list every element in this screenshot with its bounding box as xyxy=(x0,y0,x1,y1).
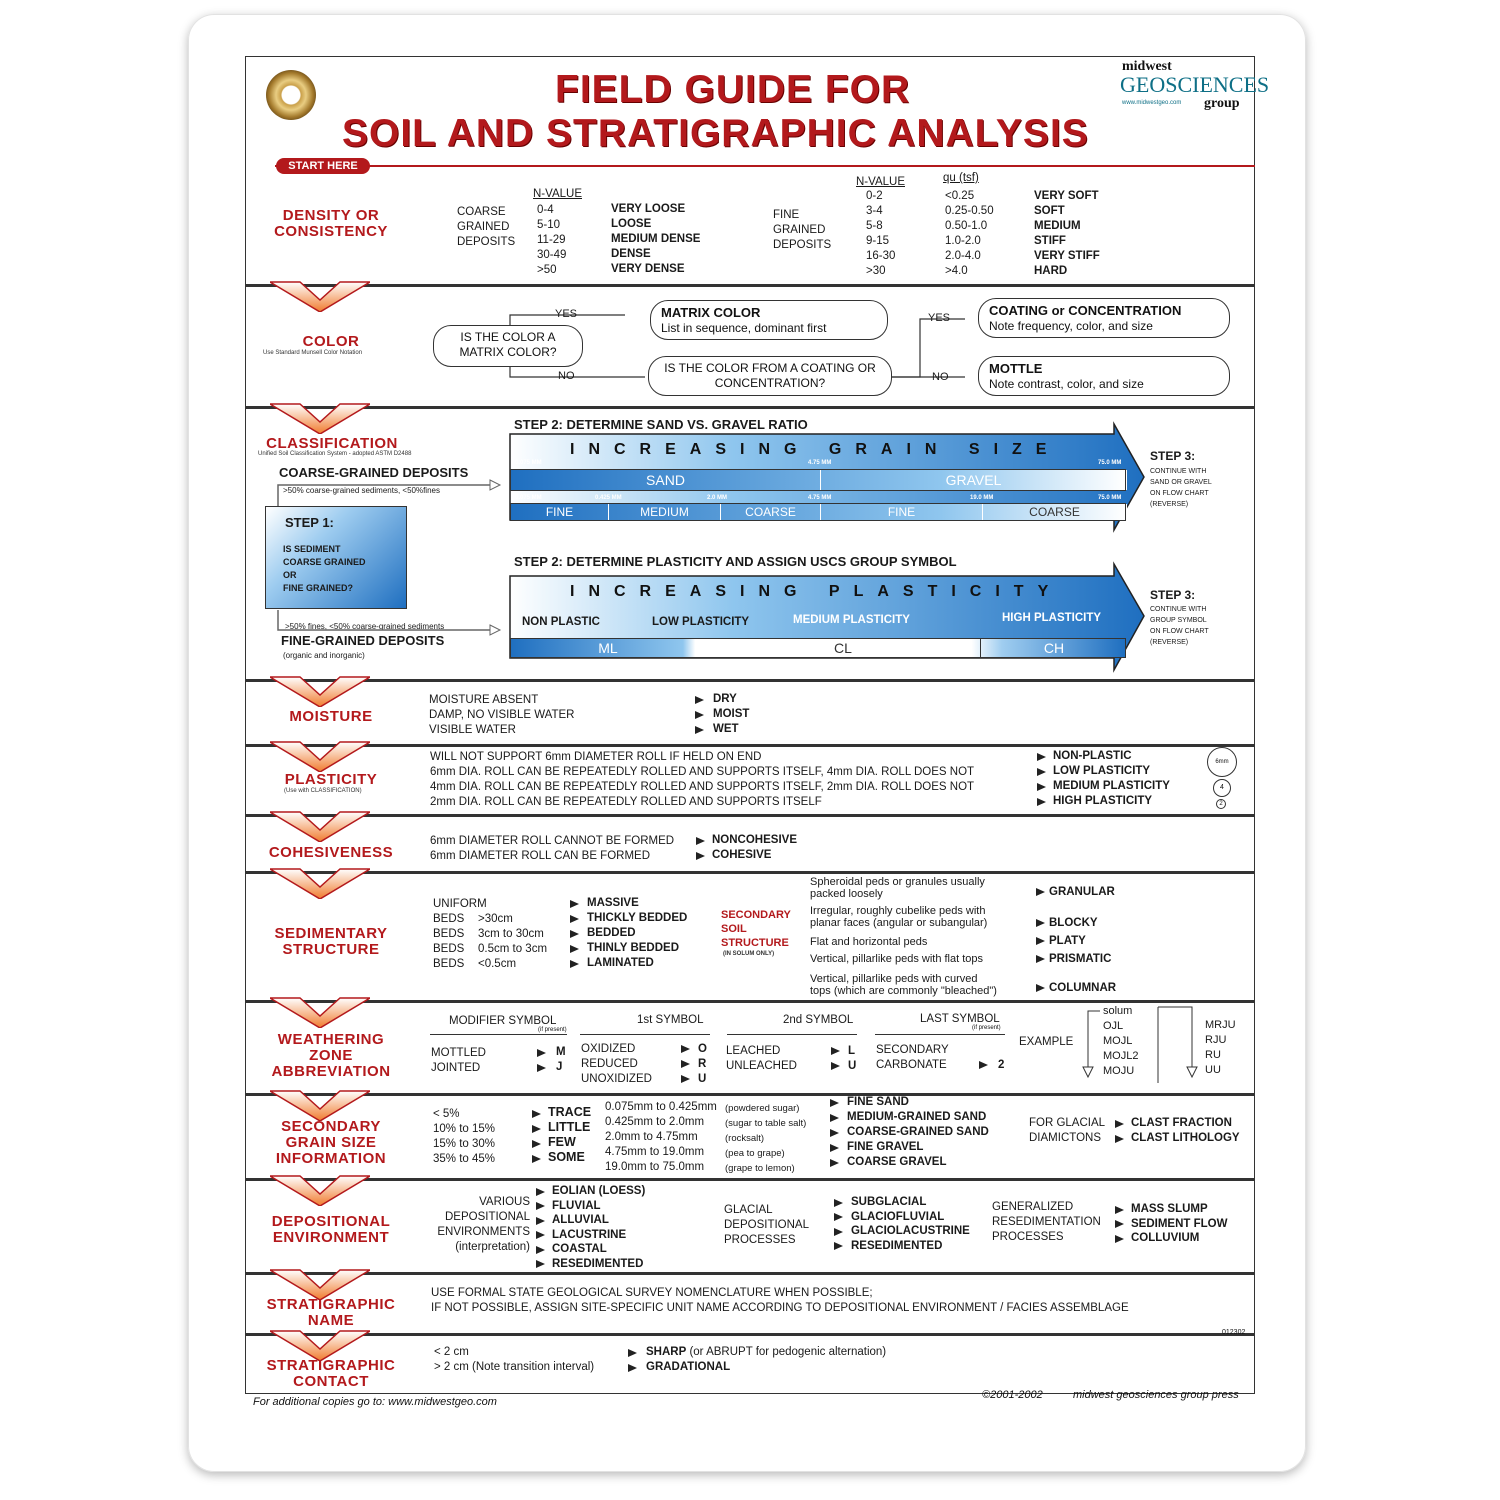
glacial-terms: CLAST FRACTION CLAST LITHOLOGY xyxy=(1131,1117,1240,1144)
chevron-arrow-icon xyxy=(270,738,370,772)
fine-deposits-title: FINE-GRAINED DEPOSITS xyxy=(281,633,445,648)
coarse-label: COARSE GRAINED DEPOSITS xyxy=(457,206,516,248)
classification-heading: CLASSIFICATION xyxy=(266,435,398,452)
mm-label: 75.0 MM xyxy=(1098,460,1122,466)
ped-desc-prismatic: Vertical, pillarlike peds with flat tops xyxy=(810,953,984,965)
sand-segment: SAND xyxy=(511,470,821,490)
uscs-symbol-bar xyxy=(510,638,1126,658)
pointer-icon xyxy=(1115,1120,1124,1128)
chevron-arrow-icon xyxy=(270,994,370,1028)
guide-frame xyxy=(245,56,1255,1394)
first-symbol-arrows xyxy=(681,1042,694,1087)
rule-4 xyxy=(245,744,1255,747)
pointer-icon xyxy=(681,1075,690,1083)
mm-label: 4.75 MM xyxy=(808,495,832,501)
matrix-color-box xyxy=(650,300,888,340)
low-plasticity-label: LOW PLASTICITY xyxy=(652,616,750,628)
color-yes-2: YES xyxy=(928,312,951,324)
modifier-terms: MOTTLED JOINTED xyxy=(431,1047,486,1074)
pointer-icon xyxy=(695,711,704,719)
pointer-icon xyxy=(830,1099,839,1107)
pointer-icon xyxy=(1115,1235,1124,1243)
mottle-note: Note contrast, color, and size xyxy=(989,377,1144,391)
columnar-label: COLUMNAR xyxy=(1049,982,1117,994)
step2-plasticity-title: STEP 2: DETERMINE PLASTICITY AND ASSIGN USCS GROUP SYMBOL xyxy=(514,554,957,569)
ped-desc-columnar: Vertical, pillarlike peds with curved tops (which are commonly "bleached") xyxy=(810,973,997,997)
pointer-icon xyxy=(536,1202,545,1210)
second-symbol-header: 2nd SYMBOL xyxy=(783,1014,854,1026)
fine-label: FINE GRAINED DEPOSITS xyxy=(773,209,832,251)
pointer-icon xyxy=(696,852,705,860)
plasticity-desc: WILL NOT SUPPORT 6mm DIAMETER ROLL IF HELD ON END 6mm DIA. ROLL CAN BE REPEATEDLY ROLLED AND SUPPORTS ITSELF, 4mm DIA. ROLL DOES NOT 4mm DIA. ROLL CAN BE REPEATEDLY ROLLED AND SUPPORTS ITSELF, 2mm DIA. ROLL DOES NOT 2mm DIA. ROLL CAN BE REPEATEDLY ROLLED AND SUPPORTS ITSELF xyxy=(430,751,975,808)
pointer-icon xyxy=(570,900,579,908)
gravel-segment: GRAVEL xyxy=(821,470,1127,490)
title-line-1: FIELD GUIDE FOR xyxy=(555,68,911,111)
example-left-sequence: solum OJL MOJL MOJL2 MOJU xyxy=(1103,1005,1139,1077)
glacial-arrows xyxy=(1115,1117,1128,1147)
pointer-icon xyxy=(1036,955,1045,963)
step3b-title: STEP 3: xyxy=(1150,588,1196,602)
pointer-icon xyxy=(532,1110,541,1118)
matrix-color-note: List in sequence, dominant first xyxy=(661,321,827,335)
logo-midwest: midwest xyxy=(1122,59,1172,74)
step2-sand-gravel-title: STEP 2: DETERMINE SAND VS. GRAVEL RATIO xyxy=(514,417,808,432)
blocky-label: BLOCKY xyxy=(1049,917,1098,929)
footer-press: midwest geosciences group press xyxy=(1073,1389,1239,1401)
resedimentation-terms: MASS SLUMP SEDIMENT FLOW COLLUVIUM xyxy=(1131,1203,1228,1244)
coarse-deposits-title: COARSE-GRAINED DEPOSITS xyxy=(279,465,469,480)
card-code: 012302 xyxy=(1222,1329,1246,1336)
coating-title: COATING or CONCENTRATION xyxy=(989,303,1182,318)
last-symbol-terms: SECONDARY CARBONATE xyxy=(876,1044,949,1071)
header-underline xyxy=(727,1034,857,1035)
chevron-arrow-icon xyxy=(270,278,370,312)
fine-qu-header: qu (tsf) xyxy=(943,172,979,184)
percent-arrows xyxy=(532,1106,545,1166)
pointer-icon xyxy=(1036,937,1045,945)
various-arrows xyxy=(536,1185,549,1272)
pointer-icon xyxy=(536,1188,545,1196)
header-underline xyxy=(875,1034,1005,1035)
contact-sharp xyxy=(646,1345,886,1360)
example-brackets xyxy=(1080,1003,1205,1088)
cohesiveness-arrows xyxy=(696,834,709,864)
platy-label: PLATY xyxy=(1049,935,1086,947)
pointer-icon xyxy=(1037,753,1046,761)
contact-arrows xyxy=(628,1346,641,1376)
various-environments: VARIOUS DEPOSITIONAL ENVIRONMENTS (interpretation) xyxy=(437,1196,530,1253)
color-heading: COLOR xyxy=(302,333,360,350)
chevron-arrow-icon xyxy=(270,400,370,434)
chevron-arrow-icon xyxy=(270,673,370,707)
example-label: EXAMPLE xyxy=(1019,1036,1074,1048)
bed-labels: UNIFORM BEDS BEDS BEDS BEDS xyxy=(433,898,487,970)
pointer-icon xyxy=(532,1140,541,1148)
pointer-icon xyxy=(536,1260,545,1268)
footer-copyright: ©2001-2002 xyxy=(982,1389,1043,1401)
high-plasticity-label: HIGH PLASTICITY xyxy=(1002,612,1102,624)
pointer-icon xyxy=(696,837,705,845)
fine-sand-segment: FINE xyxy=(511,504,609,520)
pointer-icon xyxy=(831,1047,840,1055)
pointer-icon xyxy=(831,1062,840,1070)
fine-nvalues: 0-2 3-4 5-8 9-15 16-30 >30 xyxy=(866,190,896,277)
classification-note: Unified Soil Classification System - adopted ASTM D2488 xyxy=(258,451,412,457)
pointer-icon xyxy=(1037,798,1046,806)
mm-label: 19.0 MM xyxy=(970,495,994,501)
contact-desc: < 2 cm > 2 cm (Note transition interval) xyxy=(434,1346,595,1373)
first-symbol-terms: OXIDIZED REDUCED UNOXIDIZED xyxy=(581,1043,652,1085)
header-underline xyxy=(580,1034,710,1035)
pointer-icon xyxy=(532,1125,541,1133)
color-no-2: NO xyxy=(932,371,949,383)
sedimentary-heading: SEDIMENTARY STRUCTURE xyxy=(274,925,388,958)
ped-term-blocky xyxy=(1036,916,1098,931)
header-underline xyxy=(430,1034,567,1035)
mm-label: 0.075 MM xyxy=(515,460,542,466)
ped-desc-blocky: Irregular, roughly cubelike peds with planar faces (angular or subangular) xyxy=(810,905,988,929)
second-symbols: L U xyxy=(848,1045,857,1072)
footer-copies-link[interactable]: For additional copies go to: www.midwestgeo.com xyxy=(253,1396,497,1408)
granular-label: GRANULAR xyxy=(1049,886,1115,898)
grommet-hole xyxy=(266,70,316,120)
sharp-note: (or ABRUPT for pedogenic alternation) xyxy=(686,1346,887,1358)
modifier-arrows xyxy=(537,1046,550,1076)
modifier-symbol-header: MODIFIER SYMBOL xyxy=(449,1015,557,1027)
strat-name-heading: STRATIGRAPHIC NAME xyxy=(266,1296,396,1329)
pointer-icon xyxy=(537,1064,546,1072)
cl-segment: CL xyxy=(706,639,981,657)
pointer-icon xyxy=(536,1231,545,1239)
pointer-icon xyxy=(830,1129,839,1137)
bed-thickness: >30cm 3cm to 30cm 0.5cm to 3cm <0.5cm xyxy=(478,913,548,970)
chevron-arrow-icon xyxy=(270,1266,370,1300)
pointer-icon xyxy=(532,1155,541,1163)
coating-box xyxy=(978,298,1230,338)
coarse-gravel-segment: COARSE xyxy=(983,504,1127,520)
prismatic-label: PRISMATIC xyxy=(1049,953,1112,965)
plasticity-note: (Use with CLASSIFICATION) xyxy=(284,788,362,794)
grain-names: FINE SAND MEDIUM-GRAINED SAND COARSE-GRAINED SAND FINE GRAVEL COARSE GRAVEL xyxy=(847,1096,989,1168)
pointer-icon xyxy=(570,960,579,968)
fine-terms: VERY SOFT SOFT MEDIUM STIFF VERY STIFF HARD xyxy=(1034,190,1100,277)
pointer-icon xyxy=(628,1349,637,1357)
chevron-arrow-icon xyxy=(270,808,370,842)
coating-note: Note frequency, color, and size xyxy=(989,319,1153,333)
various-terms: EOLIAN (LOESS) FLUVIAL ALLUVIAL LACUSTRINE COASTAL RESEDIMENTED xyxy=(552,1185,646,1270)
pointer-icon xyxy=(830,1144,839,1152)
mm-label: 0.425 MM xyxy=(595,495,622,501)
step3a-title: STEP 3: xyxy=(1150,449,1196,463)
moisture-arrows xyxy=(695,693,708,738)
pointer-icon xyxy=(834,1228,843,1236)
moisture-terms: DRY MOIST WET xyxy=(713,693,750,735)
example-right-sequence: MRJU RJU RU UU xyxy=(1205,1019,1236,1076)
plasticity-heading: PLASTICITY xyxy=(284,771,378,788)
pointer-icon xyxy=(830,1159,839,1167)
cohesiveness-terms: NONCOHESIVE COHESIVE xyxy=(712,834,797,861)
matrix-color-title: MATRIX COLOR xyxy=(661,305,761,320)
rule-5 xyxy=(245,814,1255,817)
chevron-arrow-icon xyxy=(270,865,370,899)
logo-group: group xyxy=(1204,96,1240,111)
fine-nvalue-header: N-VALUE xyxy=(856,176,905,188)
moisture-desc: MOISTURE ABSENT DAMP, NO VISIBLE WATER VISIBLE WATER xyxy=(429,694,575,736)
ped-term-platy xyxy=(1036,934,1086,949)
density-heading: DENSITY OR CONSISTENCY xyxy=(274,207,388,240)
ml-segment: ML xyxy=(511,639,706,657)
last-symbol-header: LAST SYMBOL xyxy=(920,1013,1000,1025)
pointer-icon xyxy=(979,1061,988,1069)
coarse-sand-segment: COARSE xyxy=(721,504,821,520)
second-symbol-terms: LEACHED UNLEACHED xyxy=(726,1045,797,1072)
pointer-icon xyxy=(536,1217,545,1225)
resedimentation-arrows xyxy=(1115,1203,1128,1247)
plasticity-arrows xyxy=(1037,750,1050,810)
sharp-label: SHARP xyxy=(646,1346,687,1358)
pointer-icon xyxy=(1036,984,1045,992)
title-line-2: SOIL AND STRATIGRAPHIC ANALYSIS xyxy=(342,112,1089,155)
mm-label: 0.075 MM xyxy=(515,495,542,501)
glacial-diamictons: FOR GLACIAL DIAMICTONS xyxy=(1029,1117,1106,1144)
bed-arrows xyxy=(570,897,583,972)
rule-9 xyxy=(245,1178,1255,1181)
pointer-icon xyxy=(834,1199,843,1207)
first-symbols: O R U xyxy=(698,1043,707,1085)
rule-10 xyxy=(245,1272,1255,1275)
fine-qu-values: <0.25 0.25-0.50 0.50-1.0 1.0-2.0 2.0-4.0 >4.0 xyxy=(945,190,994,277)
mm-label: 4.75 MM xyxy=(808,460,832,466)
ped-desc-granular: Spheroidal peds or granules usually packed loosely xyxy=(810,876,985,900)
pointer-icon xyxy=(1037,768,1046,776)
pointer-icon xyxy=(695,726,704,734)
glacial-processes: GLACIAL DEPOSITIONAL PROCESSES xyxy=(724,1204,809,1246)
non-plastic-label: NON PLASTIC xyxy=(522,616,600,628)
modifier-note: (if present) xyxy=(538,1027,567,1033)
step3a-text: CONTINUE WITH SAND OR GRAVEL ON FLOW CHART (REVERSE) xyxy=(1150,468,1212,508)
start-here-badge: START HERE xyxy=(276,158,370,174)
ped-term-granular xyxy=(1036,885,1115,900)
chevron-arrow-icon xyxy=(270,1327,370,1361)
rule-2 xyxy=(245,406,1255,409)
pointer-icon xyxy=(1036,919,1045,927)
fine-gravel-segment: FINE xyxy=(821,504,983,520)
coating-question: IS THE COLOR FROM A COATING OR CONCENTRATION? xyxy=(648,356,892,396)
roll-6mm-icon: 6mm xyxy=(1207,747,1237,777)
pointer-icon xyxy=(830,1114,839,1122)
glacial-process-terms: SUBGLACIAL GLACIOFLUVIAL GLACIOLACUSTRINE RESEDIMENTED xyxy=(851,1196,970,1252)
pointer-icon xyxy=(1115,1220,1124,1228)
roll-2mm-icon: 2 xyxy=(1216,799,1226,809)
depositional-heading: DEPOSITIONAL ENVIRONMENT xyxy=(271,1213,391,1246)
last-symbol-note: (if present) xyxy=(972,1025,1001,1031)
mm-label: 2.0 MM xyxy=(707,495,728,501)
grain-name-arrows xyxy=(830,1096,843,1171)
pointer-icon xyxy=(536,1246,545,1254)
solum-only-note: (IN SOLUM ONLY) xyxy=(723,951,775,957)
step1-connectors xyxy=(270,470,520,650)
pointer-icon xyxy=(695,696,704,704)
sand-gravel-bar xyxy=(510,469,1126,491)
coarse-deposits-note: >50% coarse-grained sediments, <50%fines xyxy=(283,486,440,495)
moisture-heading: MOISTURE xyxy=(289,708,373,725)
pointer-icon xyxy=(834,1242,843,1250)
rule-11 xyxy=(245,1333,1255,1336)
subclass-bar xyxy=(510,503,1126,521)
coarse-nvalue-header: N-VALUE xyxy=(533,188,582,200)
step1-title: STEP 1: xyxy=(285,515,334,530)
fine-deposits-note: >50% fines, <50% coarse-grained sediments xyxy=(285,622,445,631)
contact-gradational: GRADATIONAL xyxy=(646,1361,731,1373)
rule-6 xyxy=(245,871,1255,874)
matrix-color-question: IS THE COLOR A MATRIX COLOR? xyxy=(433,325,583,367)
chevron-arrow-icon xyxy=(270,1087,370,1121)
coarse-nvalues: 0-4 5-10 11-29 30-49 >50 xyxy=(537,204,567,276)
fine-deposits-sub: (organic and inorganic) xyxy=(283,651,365,660)
pointer-icon xyxy=(537,1049,546,1057)
mottle-title: MOTTLE xyxy=(989,361,1043,376)
plasticity-terms: NON-PLASTIC LOW PLASTICITY MEDIUM PLASTICITY HIGH PLASTICITY xyxy=(1053,750,1170,807)
second-symbol-arrows xyxy=(831,1044,844,1074)
grain-size-ranges: 0.075mm to 0.425mm 0.425mm to 2.0mm 2.0mm to 4.75mm 4.75mm to 19.0mm 19.0mm to 75.0mm xyxy=(605,1101,717,1173)
medium-sand-segment: MEDIUM xyxy=(609,504,721,520)
rule-8 xyxy=(245,1093,1255,1096)
ch-segment: CH xyxy=(1043,640,1065,656)
pointer-icon xyxy=(681,1045,690,1053)
pointer-icon xyxy=(570,915,579,923)
modifier-symbols: M J xyxy=(556,1046,566,1073)
roll-4mm-icon: 4 xyxy=(1213,779,1231,797)
pointer-icon xyxy=(1115,1135,1124,1143)
color-note: Use Standard Munsell Color Notation xyxy=(263,350,363,356)
secondary-soil-structure-label: SECONDARY SOIL STRUCTURE xyxy=(721,909,791,949)
ped-term-columnar xyxy=(1036,981,1116,996)
color-no-1: NO xyxy=(558,370,575,382)
ped-desc-platy: Flat and horizontal peds xyxy=(810,936,928,948)
strat-contact-heading: STRATIGRAPHIC CONTACT xyxy=(266,1357,396,1390)
pointer-icon xyxy=(1037,783,1046,791)
pointer-icon xyxy=(570,930,579,938)
weathering-heading: WEATHERING ZONE ABBREVIATION xyxy=(271,1031,391,1080)
logo-geosciences: GEOSCIENCES xyxy=(1120,72,1270,97)
percent-ranges: < 5% 10% to 15% 15% to 30% 35% to 45% xyxy=(433,1108,496,1165)
first-symbol-header: 1st SYMBOL xyxy=(637,1014,704,1026)
grain-size-analogs: (powdered sugar) (sugar to table salt) (rocksalt) (pea to grape) (grape to lemon) xyxy=(725,1103,807,1174)
chevron-arrow-icon xyxy=(270,1172,370,1206)
step3b-text: CONTINUE WITH GROUP SYMBOL ON FLOW CHART (REVERSE) xyxy=(1150,606,1209,646)
logo-url: www.midwestgeo.com xyxy=(1122,100,1182,106)
mm-label: 75.0 MM xyxy=(1098,495,1122,501)
last-symbol-arrow xyxy=(979,1058,992,1073)
step1-text: IS SEDIMENT COARSE GRAINED OR FINE GRAINED? xyxy=(283,544,366,593)
rule-1 xyxy=(245,284,1255,287)
percent-terms: TRACE LITTLE FEW SOME xyxy=(548,1105,592,1164)
glacial-process-arrows xyxy=(834,1196,847,1254)
pointer-icon xyxy=(834,1213,843,1221)
start-here-line xyxy=(275,165,1255,167)
ped-term-prismatic xyxy=(1036,952,1111,967)
pointer-icon xyxy=(1036,888,1045,896)
grain-arrow-label: INCREASING GRAIN SIZE xyxy=(570,441,1061,458)
mottle-box xyxy=(978,356,1230,396)
plasticity-arrow-label: INCREASING PLASTICITY xyxy=(570,583,1063,600)
cohesiveness-heading: COHESIVENESS xyxy=(268,844,394,861)
cohesiveness-desc: 6mm DIAMETER ROLL CANNOT BE FORMED 6mm DIAMETER ROLL CAN BE FORMED xyxy=(430,835,675,862)
pointer-icon xyxy=(570,945,579,953)
color-yes-1: YES xyxy=(555,308,578,320)
secondary-grain-heading: SECONDARY GRAIN SIZE INFORMATION xyxy=(275,1118,387,1167)
last-symbol: 2 xyxy=(998,1059,1005,1071)
medium-plasticity-label: MEDIUM PLASTICITY xyxy=(793,614,910,626)
strat-name-desc: USE FORMAL STATE GEOLOGICAL SURVEY NOMENCLATURE WHEN POSSIBLE; IF NOT POSSIBLE, ASSIGN SITE-SPECIFIC UNIT NAME ACCORDING TO DEPOSITIONAL ENVIRONMENT / FACIES ASSEMBLAGE xyxy=(431,1287,1129,1314)
bed-terms: MASSIVE THICKLY BEDDED BEDDED THINLY BEDDED LAMINATED xyxy=(587,897,688,969)
rule-3 xyxy=(245,679,1255,682)
pointer-icon xyxy=(628,1364,637,1372)
coarse-terms: VERY LOOSE LOOSE MEDIUM DENSE DENSE VERY DENSE xyxy=(611,203,701,275)
pointer-icon xyxy=(1115,1206,1124,1214)
pointer-icon xyxy=(681,1060,690,1068)
resedimentation-processes: GENERALIZED RESEDIMENTATION PROCESSES xyxy=(992,1201,1101,1243)
